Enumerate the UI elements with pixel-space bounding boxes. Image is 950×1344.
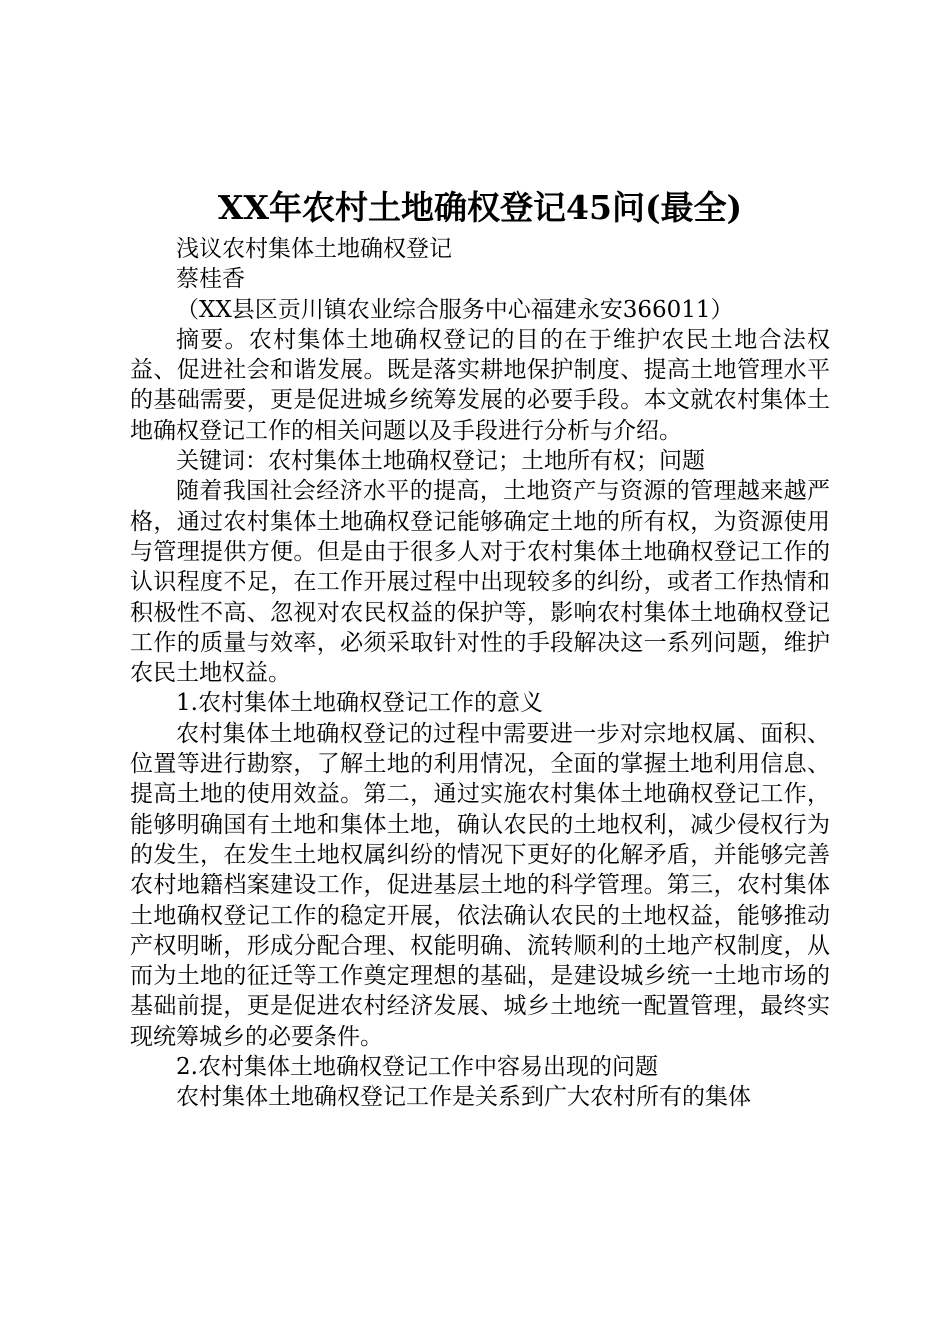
section-2-paragraph: 农村集体土地确权登记工作是关系到广大农村所有的集体 xyxy=(176,1084,751,1111)
author-name: 蔡桂香 xyxy=(176,266,245,293)
article-title: 浅议农村集体土地确权登记 xyxy=(176,236,452,262)
section-1-paragraph: 农村集体土地确权登记的过程中需要进一步对宗地权属、面积、位置等进行勘察，了解土地的利用情况，全面的掌握土地利用信息、提高土地的使用效益。第二，通过实施农村集体土地确权登记工作，能够明确国有土地和集体土地，确认农民的土地权利，减少侵权行为的发生，在发生土地权属纠纷的情况下更好的化解矛盾，并能够完善农村地籍档案建设工作，促进基层土地的科学管理。第三，农村集体土地确权登记工作的稳定开展，依法确认农民的土地权益，能够推动产权明晰，形成分配合理、权能明确、流转顺利的土地产权制度，从而为土地的征迁等工作奠定理想的基础，是建设城乡统一土地市场的基础前提，更是促进农村经济发展、城乡土地统一配置管理，最终实现统筹城乡的必要条件。 xyxy=(130,720,830,1050)
section-heading-2: 2.农村集体土地确权登记工作中容易出现的问题 xyxy=(176,1054,658,1081)
document-page xyxy=(130,182,830,1113)
section-heading-1: 1.农村集体土地确权登记工作的意义 xyxy=(176,690,543,717)
abstract-paragraph: 摘要。农村集体土地确权登记的目的在于维护农民土地合法权益、促进社会和谐发展。既是落实耕地保护制度、提高土地管理水平的基础需要，更是促进城乡统筹发展的必要手段。本文就农村集体土地确权登记工作的相关问题以及手段进行分析与介绍。 xyxy=(130,326,830,444)
author-affiliation: （XX县区贡川镇农业综合服务中心福建永安366011） xyxy=(176,296,734,323)
document-title: XX年农村土地确权登记45问(最全) xyxy=(217,188,743,227)
keywords-paragraph: 关键词：农村集体土地确权登记；土地所有权；问题 xyxy=(176,448,705,475)
intro-paragraph: 随着我国社会经济水平的提高，土地资产与资源的管理越来越严格，通过农村集体土地确权登记能够确定土地的所有权，为资源使用与管理提供方便。但是由于很多人对于农村集体土地确权登记工作的认识程度不足，在工作开展过程中出现较多的纠纷，或者工作热情和积极性不高、忽视对农民权益的保护等，影响农村集体土地确权登记工作的质量与效率，必须采取针对性的手段解决这一系列问题，维护农民土地权益。 xyxy=(130,478,830,687)
